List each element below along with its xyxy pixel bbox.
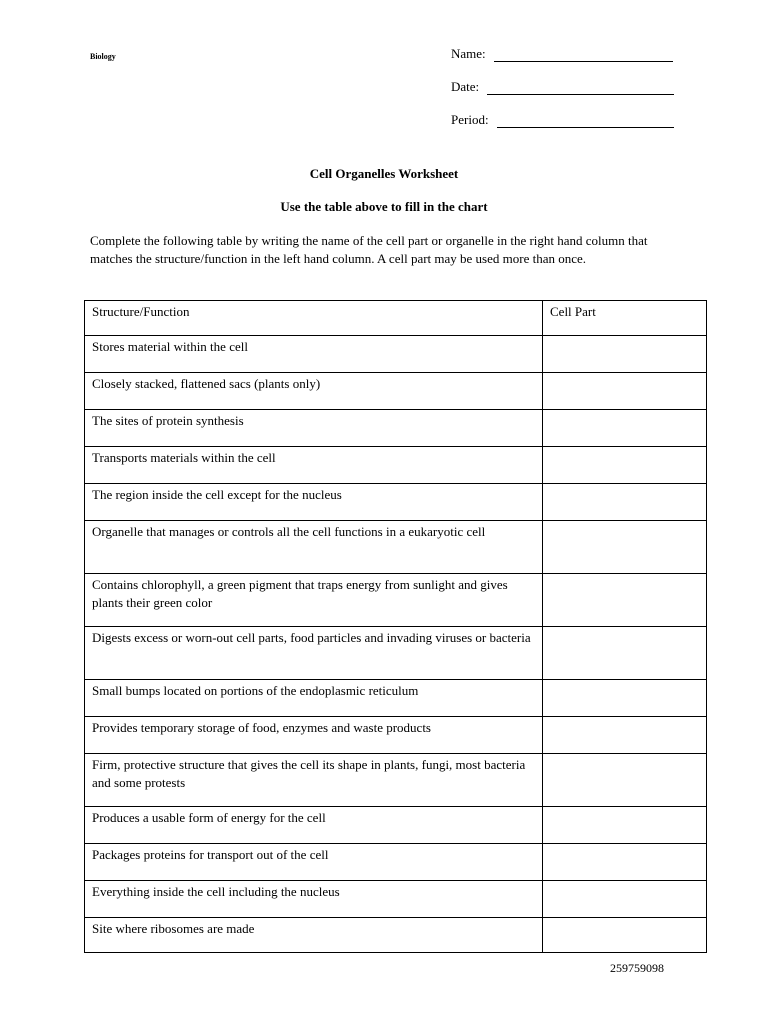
name-row [451, 46, 673, 62]
period-row [451, 112, 674, 128]
structure-function-cell: Digests excess or worn-out cell parts, food particles and invading viruses or bacteria [85, 627, 543, 680]
table-header-row [85, 301, 707, 336]
table-row [85, 807, 707, 844]
header-structure-function: Structure/Function [85, 301, 543, 336]
header-cell-part: Cell Part [543, 301, 707, 336]
cell-part-answer[interactable] [543, 680, 707, 717]
cell-part-answer[interactable] [543, 627, 707, 680]
structure-function-cell: Small bumps located on portions of the endoplasmic reticulum [85, 680, 543, 717]
table-row [85, 521, 707, 574]
structure-function-cell: Provides temporary storage of food, enzymes and waste products [85, 717, 543, 754]
cell-part-answer[interactable] [543, 881, 707, 918]
structure-function-cell: Contains chlorophyll, a green pigment that traps energy from sunlight and gives plants their green color [85, 574, 543, 627]
structure-function-cell: Produces a usable form of energy for the cell [85, 807, 543, 844]
cell-part-answer[interactable] [543, 373, 707, 410]
table-row [85, 717, 707, 754]
table-row [85, 754, 707, 807]
structure-function-cell: Organelle that manages or controls all the cell functions in a eukaryotic cell [85, 521, 543, 574]
date-blank[interactable] [487, 80, 674, 95]
cell-part-answer[interactable] [543, 336, 707, 373]
cell-part-answer[interactable] [543, 717, 707, 754]
name-blank[interactable] [494, 47, 673, 62]
structure-function-cell: Stores material within the cell [85, 336, 543, 373]
structure-function-cell: Firm, protective structure that gives the cell its shape in plants, fungi, most bacteria and some protests [85, 754, 543, 807]
name-label: Name: [451, 46, 486, 61]
structure-function-cell: Transports materials within the cell [85, 447, 543, 484]
cell-part-answer[interactable] [543, 807, 707, 844]
cell-part-answer[interactable] [543, 447, 707, 484]
structure-function-cell: The sites of protein synthesis [85, 410, 543, 447]
table-row [85, 373, 707, 410]
cell-part-answer[interactable] [543, 410, 707, 447]
cell-part-answer[interactable] [543, 574, 707, 627]
date-row [451, 79, 674, 95]
structure-function-cell: The region inside the cell except for the nucleus [85, 484, 543, 521]
organelle-table [84, 300, 707, 953]
instructions-text: Complete the following table by writing the name of the cell part or organelle in the right hand column that matches the structure/function in the left hand column. A cell part may be used more than once. [90, 233, 648, 266]
table-row [85, 574, 707, 627]
subject-label: Biology [90, 52, 116, 61]
structure-function-cell: Everything inside the cell including the nucleus [85, 881, 543, 918]
table-row [85, 447, 707, 484]
table-row [85, 484, 707, 521]
cell-part-answer[interactable] [543, 754, 707, 807]
table-row [85, 844, 707, 881]
table-row [85, 410, 707, 447]
cell-part-answer[interactable] [543, 484, 707, 521]
table-row [85, 680, 707, 717]
structure-function-cell: Site where ribosomes are made [85, 918, 543, 953]
worksheet-title: Cell Organelles Worksheet [309, 166, 459, 181]
date-label: Date: [451, 79, 480, 94]
structure-function-cell: Closely stacked, flattened sacs (plants only) [85, 373, 543, 410]
cell-part-answer[interactable] [543, 918, 707, 953]
cell-part-answer[interactable] [543, 521, 707, 574]
period-label: Period: [451, 112, 489, 127]
table-body [85, 301, 707, 953]
table-row [85, 627, 707, 680]
cell-part-answer[interactable] [543, 844, 707, 881]
table-row [85, 881, 707, 918]
worksheet-subtitle: Use the table above to fill in the chart [280, 199, 488, 214]
structure-function-cell: Packages proteins for transport out of the cell [85, 844, 543, 881]
table-row [85, 918, 707, 953]
period-blank[interactable] [497, 113, 674, 128]
table-row [85, 336, 707, 373]
document-id: 259759098 [610, 961, 664, 975]
